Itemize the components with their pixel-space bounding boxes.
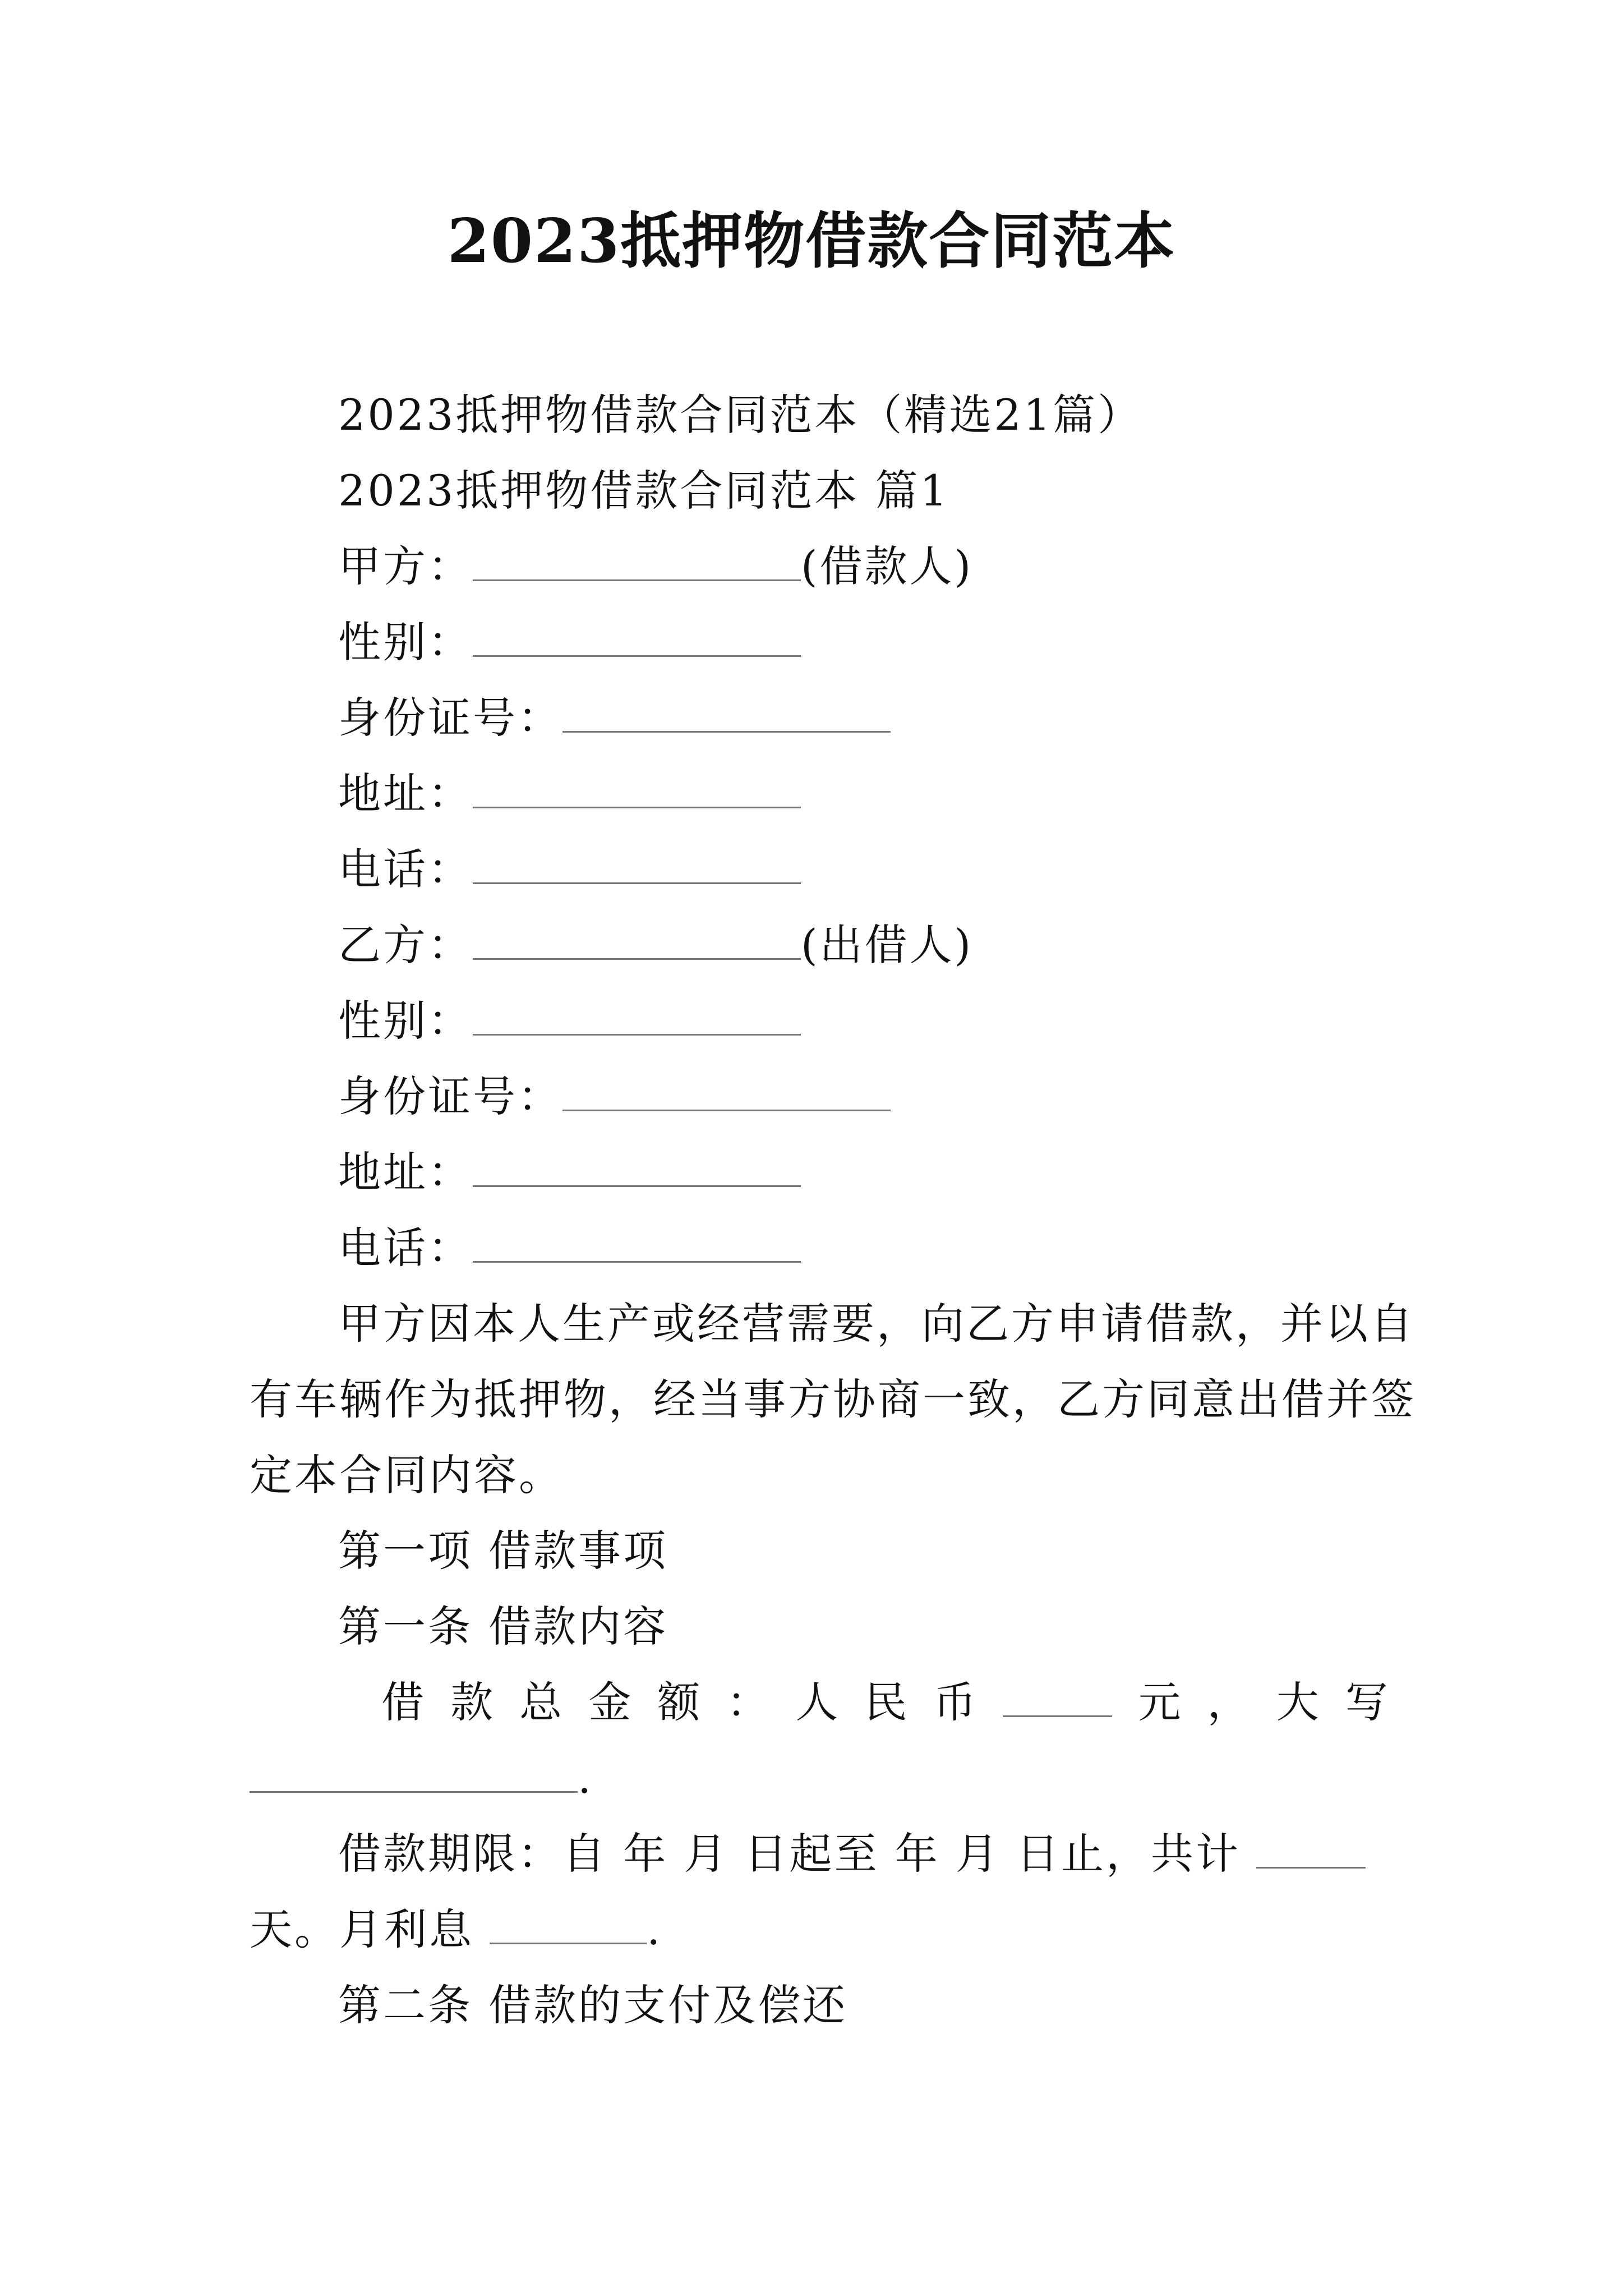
intro-line-3: 定本合同内容。 <box>250 1450 564 1500</box>
amount-char: 金 <box>588 1677 631 1727</box>
section-heading: 2023抵押物借款合同范本 篇1 <box>338 466 949 516</box>
article-1-heading: 第一条 借款内容 <box>338 1602 668 1651</box>
party-a-gender-blank <box>473 622 801 657</box>
party-b-id-row <box>338 1069 891 1125</box>
party-b-address-row <box>338 1144 801 1200</box>
party-b-blank <box>473 924 801 960</box>
term-line-2 <box>250 1902 1388 1958</box>
amount-upper-char: 写 <box>1345 1677 1388 1727</box>
amount-unit: 元 <box>1138 1677 1181 1727</box>
interest-label: 天。月利息 <box>250 1904 474 1954</box>
party-a-id-row <box>338 690 891 746</box>
amount-char: 人 <box>795 1677 838 1727</box>
party-b-phone-row <box>338 1220 801 1276</box>
amount-char: 款 <box>450 1677 494 1727</box>
amount-char: 借 <box>381 1677 424 1727</box>
amount-upper-end: . <box>578 1753 594 1803</box>
interest-end: . <box>647 1904 663 1954</box>
party-a-address-row <box>338 766 801 822</box>
intro-line-2: 有车辆作为抵押物，经当事方协商一致，乙方同意出借并签 <box>250 1374 1416 1424</box>
interest-blank <box>490 1909 647 1944</box>
party-b-address-label: 地址： <box>338 1147 473 1197</box>
amount-char: 总 <box>519 1677 562 1727</box>
term-line-1 <box>338 1826 1366 1882</box>
term-days-blank <box>1256 1833 1366 1869</box>
party-a-address-blank <box>473 773 801 808</box>
amount-blank <box>1003 1682 1112 1717</box>
intro-line-1: 甲方因本人生产或经营需要，向乙方申请借款，并以自 <box>338 1299 1415 1349</box>
party-a-blank <box>473 546 801 581</box>
article-2-heading: 第二条 借款的支付及偿还 <box>338 1980 848 2030</box>
party-b-phone-blank <box>473 1227 801 1263</box>
amount-char: 额 <box>657 1677 700 1727</box>
party-a-phone-row <box>338 841 801 898</box>
item-1-heading: 第一项 借款事项 <box>338 1526 668 1576</box>
party-b-id-label: 身份证号： <box>338 1071 562 1121</box>
party-b-id-blank <box>562 1076 891 1111</box>
party-a-gender-label: 性别： <box>338 617 473 667</box>
amount-char: 民 <box>864 1677 907 1727</box>
term-text: 借款期限：自 年 月 日起至 年 月 日止，共计 <box>338 1829 1241 1879</box>
party-b-phone-label: 电话： <box>338 1223 473 1273</box>
party-b-role: (出借人) <box>801 920 974 970</box>
amount-char: 币 <box>933 1677 976 1727</box>
party-b-label: 乙方： <box>338 920 473 970</box>
party-a-row <box>338 539 973 595</box>
party-a-id-label: 身份证号： <box>338 693 562 743</box>
party-b-gender-row <box>338 993 801 1049</box>
party-b-row <box>338 917 973 973</box>
party-a-id-blank <box>562 697 891 733</box>
amount-comma: ， <box>1207 1677 1250 1727</box>
amount-char: ： <box>726 1677 769 1727</box>
party-a-role: (借款人) <box>801 541 974 591</box>
party-b-address-blank <box>473 1152 801 1187</box>
party-b-gender-blank <box>473 1000 801 1036</box>
party-a-phone-label: 电话： <box>338 844 473 894</box>
amount-upper-char: 大 <box>1276 1677 1319 1727</box>
party-a-gender-row <box>338 614 801 670</box>
party-a-label: 甲方： <box>338 541 473 591</box>
amount-upper-row <box>250 1750 1388 1806</box>
party-b-gender-label: 性别： <box>338 996 473 1046</box>
party-a-address-label: 地址： <box>338 769 473 818</box>
document-subtitle: 2023抵押物借款合同范本（精选21篇） <box>338 390 1143 440</box>
document-title: 2023抵押物借款合同范本 <box>447 206 1176 277</box>
amount-line <box>381 1674 1388 1731</box>
amount-upper-blank <box>250 1757 578 1793</box>
party-a-phone-blank <box>473 849 801 884</box>
